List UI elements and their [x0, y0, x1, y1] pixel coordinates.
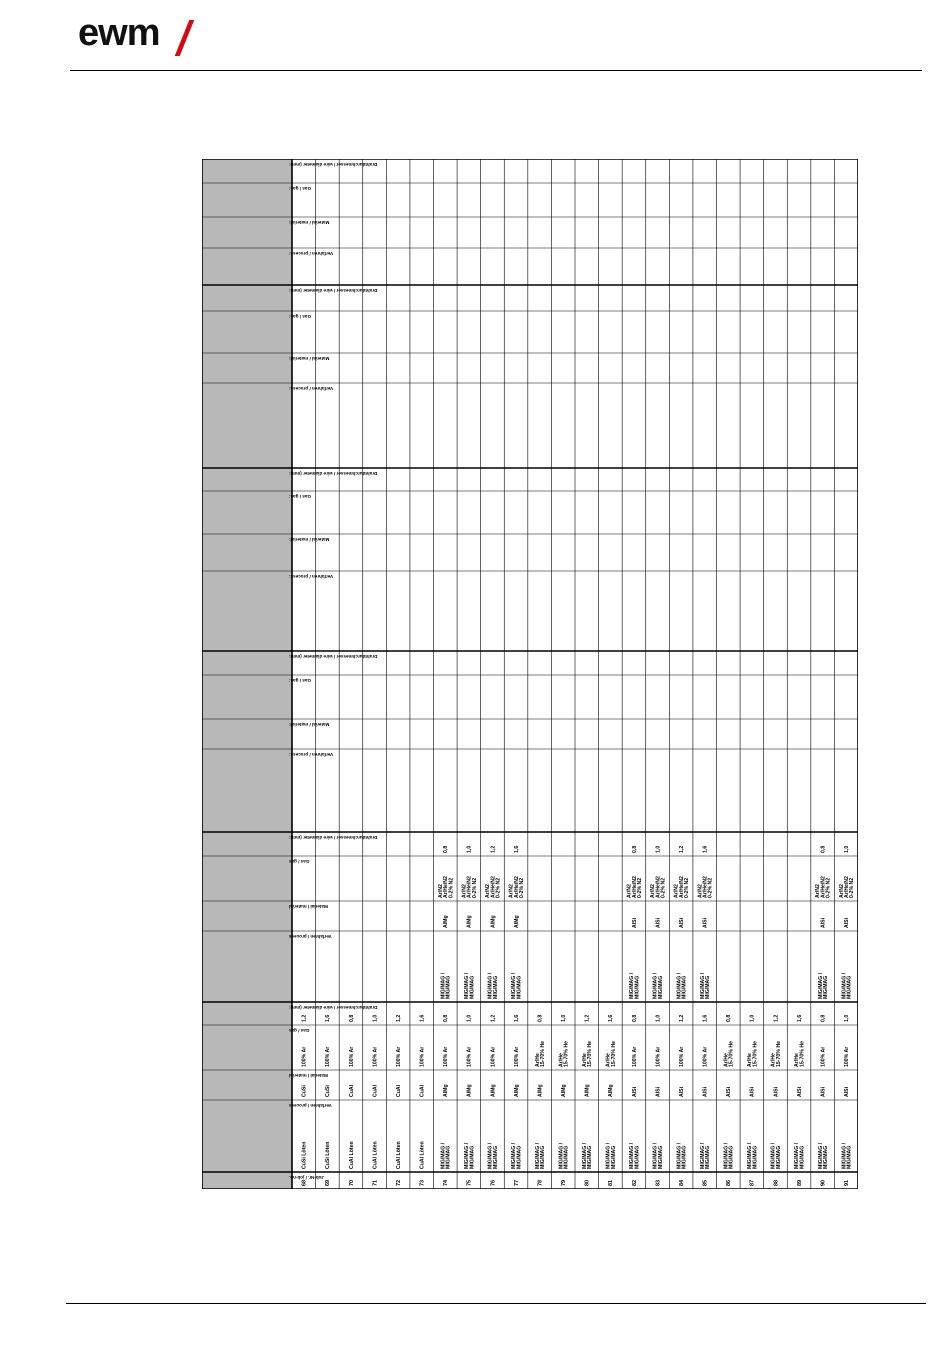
cell-job: 76 — [490, 1179, 497, 1186]
header-label-gas: Gas / gas — [289, 859, 310, 864]
cell-gas: Ar/He — [794, 1053, 801, 1067]
cell-wire: 1,2 — [773, 1014, 780, 1022]
cell-gas: 100% Ar — [325, 1046, 332, 1067]
header-label-gas: Gas / gas: — [289, 314, 311, 319]
header-label-process: Verfahren / process: — [289, 752, 334, 757]
cell-gas: 15-70% He — [610, 1041, 617, 1067]
cell-process: MIG/MAG / — [487, 1142, 494, 1169]
cell-m2: AlMg — [513, 915, 520, 928]
cell-process: MIG/MAG — [634, 1145, 641, 1169]
cell-gas: 100% Ar — [655, 1046, 662, 1067]
cell-job: 85 — [702, 1179, 709, 1186]
cell-process: MIG/MAG — [587, 1145, 594, 1169]
cell-process: MIG/MAG / — [581, 1142, 588, 1169]
cell-process: CuAl Löten — [372, 1141, 379, 1169]
cell-g2: 0-2% N2 — [660, 877, 667, 898]
cell-job: 83 — [655, 1179, 662, 1186]
cell-gas: 100% Ar — [844, 1046, 851, 1067]
cell-gas: 100% Ar — [702, 1046, 709, 1067]
cell-wire: 1,2 — [584, 1014, 591, 1022]
cell-m2: AlSi — [702, 917, 709, 928]
cell-gas: 15-70% He — [752, 1041, 759, 1067]
cell-gas: Ar/He — [770, 1053, 777, 1067]
cell-process: MIG/MAG / — [841, 1142, 848, 1169]
cell-g2: Ar/He/N2 — [702, 876, 709, 898]
cell-p2: MIG/MAG — [823, 975, 830, 999]
header-label-material: Material / material — [289, 1073, 328, 1078]
cell-process: MIG/MAG / — [723, 1142, 730, 1169]
cell-process: MIG/MAG / — [770, 1142, 777, 1169]
cell-g2: Ar/N2 — [650, 884, 657, 898]
cell-gas: 100% Ar — [443, 1046, 450, 1067]
cell-process: MIG/MAG — [516, 1145, 523, 1169]
cell-process: MIG/MAG — [563, 1145, 570, 1169]
cell-m2: AlSi — [844, 917, 851, 928]
cell-m2: AlMg — [443, 915, 450, 928]
cell-w2: 1,0 — [844, 845, 851, 853]
header-label-wire: Drahtdurchmesser / wire diameter (mm): — [289, 471, 378, 476]
cell-g2: Ar/N2 — [838, 884, 845, 898]
cell-w2: 1,2 — [490, 845, 497, 853]
cell-wire: 1,0 — [372, 1014, 379, 1022]
cell-wire: 0,8 — [820, 1014, 827, 1022]
cell-p2: MIG/MAG — [681, 975, 688, 999]
cell-process: MIG/MAG — [823, 1145, 830, 1169]
cell-process: CuAl Löten — [348, 1141, 355, 1169]
cell-g2: Ar/He/N2 — [678, 876, 685, 898]
cell-job: 84 — [678, 1179, 685, 1186]
cell-material: CuAl — [419, 1084, 426, 1097]
cell-m2: AlSi — [631, 917, 638, 928]
cell-wire: 1,6 — [796, 1014, 803, 1022]
cell-g2: 0-2% N2 — [684, 877, 691, 898]
cell-material: AlSi — [773, 1086, 780, 1097]
header-label-material: Material / material: — [289, 537, 330, 542]
cell-process: MIG/MAG / — [747, 1142, 754, 1169]
cell-process: MIG/MAG / — [440, 1142, 447, 1169]
cell-process: CuSi Löten — [325, 1141, 332, 1169]
cell-process: CuSi Löten — [301, 1141, 308, 1169]
cell-g2: 0-2% N2 — [519, 877, 526, 898]
cell-process: MIG/MAG / — [464, 1142, 471, 1169]
cell-process: MIG/MAG — [775, 1145, 782, 1169]
header-label-gas: Gas / gas — [289, 1028, 310, 1033]
cell-gas: Ar/He — [534, 1053, 541, 1067]
cell-job: 72 — [395, 1179, 402, 1186]
cell-w2: 1,2 — [678, 845, 685, 853]
cell-process: CuAl Löten — [395, 1141, 402, 1169]
cell-gas: Ar/He — [558, 1053, 565, 1067]
cell-w2: 1,0 — [466, 845, 473, 853]
cell-gas: 15-70% He — [563, 1041, 570, 1067]
cell-wire: 1,0 — [749, 1014, 756, 1022]
header-divider — [70, 70, 922, 71]
cell-process: MIG/MAG / — [817, 1142, 824, 1169]
logo-slash — [175, 20, 195, 56]
cell-material: AlMg — [584, 1084, 591, 1097]
cell-w2: 1,0 — [655, 845, 662, 853]
header-label-wire: Drahtdurchmesser / wire diameter (mm): — [289, 654, 378, 659]
cell-process: MIG/MAG — [752, 1145, 759, 1169]
cell-job: 68 — [301, 1179, 308, 1186]
cell-job: 90 — [820, 1179, 827, 1186]
cell-gas: 100% Ar — [513, 1046, 520, 1067]
header-label-process: Verfahren / process: — [289, 574, 334, 579]
cell-g2: Ar/He/N2 — [655, 876, 662, 898]
cell-job: 71 — [372, 1179, 379, 1186]
cell-p2: MIG/MAG / — [841, 972, 848, 999]
cell-p2: MIG/MAG / — [487, 972, 494, 999]
cell-gas: 100% Ar — [490, 1046, 497, 1067]
cell-wire: 1,6 — [419, 1014, 426, 1022]
cell-p2: MIG/MAG / — [817, 972, 824, 999]
cell-process: MIG/MAG — [610, 1145, 617, 1169]
footer-divider — [66, 1303, 926, 1304]
cell-p2: MIG/MAG — [705, 975, 712, 999]
cell-process: MIG/MAG / — [629, 1142, 636, 1169]
cell-p2: MIG/MAG / — [511, 972, 518, 999]
cell-wire: 1,0 — [466, 1014, 473, 1022]
cell-job: 77 — [513, 1179, 520, 1186]
cell-gas: Ar/He — [723, 1053, 730, 1067]
cell-g2: Ar/N2 — [815, 884, 822, 898]
header-label-process: Verfahren / process — [289, 1103, 332, 1108]
cell-p2: MIG/MAG — [469, 975, 476, 999]
cell-m2: AlMg — [490, 915, 497, 928]
cell-material: CuAl — [348, 1084, 355, 1097]
cell-g2: Ar/He/N2 — [844, 876, 851, 898]
cell-wire: 1,2 — [490, 1014, 497, 1022]
header-label-material: Material / material: — [289, 356, 330, 361]
cell-wire: 1,0 — [655, 1014, 662, 1022]
cell-wire: 1,2 — [301, 1014, 308, 1022]
cell-process: MIG/MAG / — [605, 1142, 612, 1169]
header-label-wire: Drahtdurchmesser / wire diameter (mm): — [289, 1005, 378, 1010]
cell-job: 89 — [796, 1179, 803, 1186]
cell-process: MIG/MAG / — [558, 1142, 565, 1169]
cell-material: CuSi — [325, 1085, 332, 1097]
cell-process: MIG/MAG / — [676, 1142, 683, 1169]
cell-process: MIG/MAG / — [652, 1142, 659, 1169]
cell-m2: AlSi — [678, 917, 685, 928]
header-label-gas: Gas / gas: — [289, 494, 311, 499]
cell-material: AlSi — [702, 1086, 709, 1097]
cell-job: 80 — [584, 1179, 591, 1186]
cell-wire: 0,8 — [631, 1014, 638, 1022]
cell-job: 70 — [348, 1179, 355, 1186]
cell-material: AlMg — [537, 1084, 544, 1097]
cell-gas: 100% Ar — [466, 1046, 473, 1067]
cell-material: AlMg — [490, 1084, 497, 1097]
cell-p2: MIG/MAG / — [676, 972, 683, 999]
cell-job: 75 — [466, 1179, 473, 1186]
cell-job: 74 — [443, 1179, 450, 1186]
cell-g2: Ar/He/N2 — [513, 876, 520, 898]
cell-process: MIG/MAG — [681, 1145, 688, 1169]
cell-p2: MIG/MAG — [634, 975, 641, 999]
job-list-table — [202, 159, 858, 1189]
cell-gas: Ar/He — [747, 1053, 754, 1067]
cell-material: AlSi — [749, 1086, 756, 1097]
cell-material: AlSi — [631, 1086, 638, 1097]
cell-gas: Ar/He — [581, 1053, 588, 1067]
cell-process: MIG/MAG / — [511, 1142, 518, 1169]
header-column-bg — [202, 159, 292, 1189]
cell-job: 88 — [773, 1179, 780, 1186]
cell-process: MIG/MAG — [445, 1145, 452, 1169]
cell-process: MIG/MAG / — [794, 1142, 801, 1169]
cell-w2: 0,8 — [820, 845, 827, 853]
cell-gas: 100% Ar — [395, 1046, 402, 1067]
cell-g2: Ar/N2 — [461, 884, 468, 898]
cell-gas: 15-70% He — [775, 1041, 782, 1067]
cell-material: AlMg — [443, 1084, 450, 1097]
cell-wire: 1,6 — [513, 1014, 520, 1022]
cell-job: 81 — [608, 1179, 615, 1186]
header-label-process: Verfahren / process: — [289, 251, 334, 256]
cell-process: MIG/MAG / — [699, 1142, 706, 1169]
cell-job: 78 — [537, 1179, 544, 1186]
cell-p2: MIG/MAG / — [629, 972, 636, 999]
cell-g2: 0-2% N2 — [636, 877, 643, 898]
cell-process: MIG/MAG — [846, 1145, 853, 1169]
header-label-gas: Gas / gas: — [289, 678, 311, 683]
cell-p2: MIG/MAG / — [652, 972, 659, 999]
cell-wire: 1,2 — [395, 1014, 402, 1022]
job-table-svg — [202, 159, 858, 1189]
cell-job: 73 — [419, 1179, 426, 1186]
cell-material: AlSi — [678, 1086, 685, 1097]
cell-p2: MIG/MAG / — [464, 972, 471, 999]
cell-job: 79 — [561, 1179, 568, 1186]
cell-material: AlMg — [608, 1084, 615, 1097]
cell-material: AlMg — [561, 1084, 568, 1097]
logo-text: ewm — [78, 12, 160, 54]
cell-g2: 0-2% N2 — [471, 877, 478, 898]
cell-gas: 100% Ar — [631, 1046, 638, 1067]
cell-gas: 100% Ar — [419, 1046, 426, 1067]
cell-process: MIG/MAG — [469, 1145, 476, 1169]
header-label-material: Material / material — [289, 904, 328, 909]
cell-process: MIG/MAG — [728, 1145, 735, 1169]
cell-g2: 0-2% N2 — [825, 877, 832, 898]
cell-w2: 0,8 — [443, 845, 450, 853]
cell-m2: AlSi — [655, 917, 662, 928]
cell-p2: MIG/MAG — [492, 975, 499, 999]
cell-g2: Ar/N2 — [437, 884, 444, 898]
cell-material: AlSi — [844, 1086, 851, 1097]
cell-gas: 15-70% He — [587, 1041, 594, 1067]
cell-wire: 0,8 — [726, 1014, 733, 1022]
cell-process: MIG/MAG — [705, 1145, 712, 1169]
cell-material: CuAl — [395, 1084, 402, 1097]
cell-wire: 1,6 — [608, 1014, 615, 1022]
cell-gas: Ar/He — [605, 1053, 612, 1067]
cell-wire: 0,8 — [443, 1014, 450, 1022]
cell-g2: Ar/He/N2 — [443, 876, 450, 898]
cell-gas: 15-70% He — [799, 1041, 806, 1067]
cell-g2: Ar/He/N2 — [820, 876, 827, 898]
header-label-process: Verfahren / process: — [289, 386, 334, 391]
cell-gas: 15-70% He — [540, 1041, 547, 1067]
header-label-wire: Drahtdurchmesser / wire diameter (mm): — [289, 162, 378, 167]
cell-g2: Ar/N2 — [673, 884, 680, 898]
cell-process: MIG/MAG — [540, 1145, 547, 1169]
cell-p2: MIG/MAG / — [699, 972, 706, 999]
cell-w2: 0,8 — [631, 845, 638, 853]
cell-p2: MIG/MAG — [516, 975, 523, 999]
ewm-logo — [78, 12, 159, 55]
header-label-gas: Gas / gas: — [289, 186, 311, 191]
cell-p2: MIG/MAG / — [440, 972, 447, 999]
header-label-material: Material / material: — [289, 722, 330, 727]
cell-job: 69 — [325, 1179, 332, 1186]
header-label-process: Verfahren / process — [289, 934, 332, 939]
cell-g2: Ar/N2 — [508, 884, 515, 898]
cell-g2: Ar/He/N2 — [466, 876, 473, 898]
cell-wire: 0,8 — [537, 1014, 544, 1022]
cell-process: CuAl Löten — [419, 1141, 426, 1169]
cell-gas: 100% Ar — [301, 1046, 308, 1067]
cell-g2: Ar/N2 — [626, 884, 633, 898]
cell-gas: 100% Ar — [348, 1046, 355, 1067]
cell-g2: 0-2% N2 — [849, 877, 856, 898]
cell-wire: 0,8 — [348, 1014, 355, 1022]
cell-g2: 0-2% N2 — [495, 877, 502, 898]
cell-m2: AlSi — [820, 917, 827, 928]
cell-wire: 1,6 — [325, 1014, 332, 1022]
cell-process: MIG/MAG — [657, 1145, 664, 1169]
cell-material: CuSi — [301, 1085, 308, 1097]
cell-wire: 1,0 — [844, 1014, 851, 1022]
header-label-wire: Drahtdurchmesser / wire diameter (mm): — [289, 288, 378, 293]
cell-material: AlSi — [820, 1086, 827, 1097]
cell-p2: MIG/MAG — [445, 975, 452, 999]
cell-job: 82 — [631, 1179, 638, 1186]
cell-process: MIG/MAG / — [534, 1142, 541, 1169]
cell-gas: 100% Ar — [678, 1046, 685, 1067]
cell-gas: 15-70% He — [728, 1041, 735, 1067]
cell-material: AlSi — [726, 1086, 733, 1097]
header-label-wire: Drahtdurchmesser / wire diameter (mm): — [289, 835, 378, 840]
cell-g2: 0-2% N2 — [448, 877, 455, 898]
cell-g2: 0-2% N2 — [707, 877, 714, 898]
cell-g2: Ar/He/N2 — [631, 876, 638, 898]
cell-material: CuAl — [372, 1084, 379, 1097]
cell-w2: 1,6 — [513, 845, 520, 853]
cell-job: 86 — [726, 1179, 733, 1186]
header-label-job: Job-Nr. / job-no. — [289, 1175, 324, 1180]
cell-gas: 100% Ar — [820, 1046, 827, 1067]
cell-wire: 1,2 — [678, 1014, 685, 1022]
cell-wire: 1,6 — [702, 1014, 709, 1022]
cell-w2: 1,6 — [702, 845, 709, 853]
cell-g2: Ar/He/N2 — [490, 876, 497, 898]
cell-material: AlSi — [796, 1086, 803, 1097]
cell-process: MIG/MAG — [492, 1145, 499, 1169]
cell-m2: AlMg — [466, 915, 473, 928]
cell-gas: 100% Ar — [372, 1046, 379, 1067]
cell-p2: MIG/MAG — [846, 975, 853, 999]
cell-material: AlMg — [466, 1084, 473, 1097]
cell-process: MIG/MAG — [799, 1145, 806, 1169]
cell-job: 91 — [844, 1179, 851, 1186]
cell-wire: 1,0 — [561, 1014, 568, 1022]
cell-g2: Ar/N2 — [485, 884, 492, 898]
cell-job: 87 — [749, 1179, 756, 1186]
cell-material: AlMg — [513, 1084, 520, 1097]
cell-material: AlSi — [655, 1086, 662, 1097]
header-label-material: Material / material: — [289, 220, 330, 225]
cell-p2: MIG/MAG — [657, 975, 664, 999]
cell-g2: Ar/N2 — [697, 884, 704, 898]
